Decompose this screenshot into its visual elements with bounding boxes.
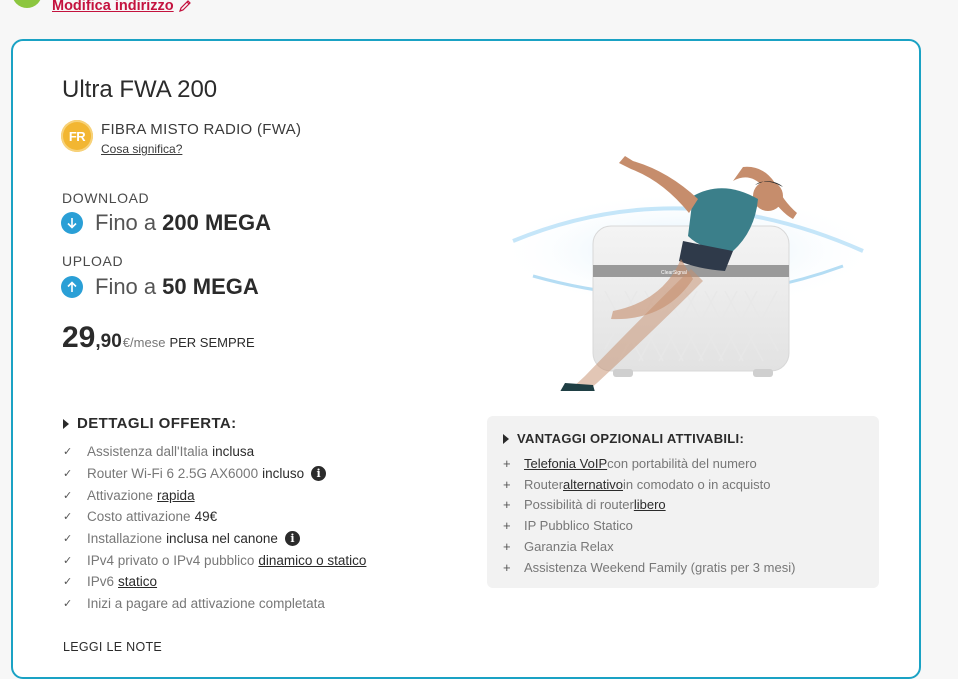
check-icon: ✓ bbox=[63, 554, 73, 567]
pencil-icon bbox=[178, 0, 192, 13]
svg-text:ClearSignal: ClearSignal bbox=[661, 270, 687, 276]
list-item: ✓ IPv4 privato o IPv4 pubblico dinamico o statico bbox=[63, 552, 367, 568]
list-item: ✓ Router Wi-Fi 6 2.5G AX6000 incluso i bbox=[63, 463, 366, 485]
optional-list bbox=[503, 453, 795, 578]
offer-title: Ultra FWA 200 bbox=[62, 76, 218, 103]
price-unit: €/mese bbox=[122, 335, 166, 350]
check-icon: ✓ bbox=[63, 598, 73, 611]
router-alt-link[interactable]: alternativo bbox=[563, 476, 624, 492]
check-icon: ✓ bbox=[63, 489, 73, 502]
rapida-link[interactable]: rapida bbox=[157, 487, 195, 503]
price bbox=[62, 321, 255, 355]
details-title: DETTAGLI OFFERTA: bbox=[63, 415, 237, 432]
upload-speed bbox=[61, 274, 259, 300]
list-item: + IP Pubblico Statico bbox=[503, 518, 633, 534]
triangle-icon bbox=[503, 434, 509, 444]
arrow-up-icon bbox=[61, 276, 83, 298]
plus-icon: + bbox=[503, 476, 511, 492]
download-label: DOWNLOAD bbox=[62, 190, 150, 206]
check-icon: ✓ bbox=[63, 446, 73, 459]
optional-advantages-box bbox=[487, 416, 879, 588]
list-item: + Garanzia Relax bbox=[503, 539, 614, 555]
list-item: ✓ Inizi a pagare ad attivazione completata bbox=[63, 596, 325, 612]
tech-info-link[interactable]: Cosa significa? bbox=[101, 142, 183, 156]
modify-address-label: Modifica indirizzo bbox=[52, 0, 174, 14]
ipv6-link[interactable]: statico bbox=[118, 574, 158, 590]
voip-link[interactable]: Telefonia VoIP bbox=[524, 455, 608, 471]
list-item: ✓ Costo attivazione 49€ bbox=[63, 509, 218, 525]
runner-router-illustration bbox=[493, 101, 873, 391]
check-icon: ✓ bbox=[63, 533, 73, 546]
plus-icon: + bbox=[503, 539, 511, 555]
price-integer: 29 bbox=[62, 321, 96, 354]
list-item: ✓ IPv6 statico bbox=[63, 574, 158, 590]
plus-icon: + bbox=[503, 455, 511, 471]
upload-label: UPLOAD bbox=[62, 253, 124, 269]
upload-value: 50 MEGA bbox=[162, 274, 259, 299]
list-item: + Assistenza Weekend Family (gratis per 3 mesi) bbox=[503, 559, 796, 575]
optional-title: VANTAGGI OPZIONALI ATTIVABILI: bbox=[503, 431, 744, 446]
ip-type-link[interactable]: dinamico o statico bbox=[258, 552, 367, 568]
triangle-icon bbox=[63, 419, 69, 429]
info-icon[interactable]: i bbox=[311, 466, 326, 481]
check-icon: ✓ bbox=[63, 576, 73, 589]
status-circle bbox=[12, 0, 42, 8]
list-item: + Router alternativo in comodato o in acquisto bbox=[503, 476, 771, 492]
technology-name: FIBRA MISTO RADIO (FWA) bbox=[101, 121, 302, 138]
offer-card bbox=[11, 39, 921, 679]
list-item: ✓ Attivazione rapida bbox=[63, 487, 195, 503]
check-icon: ✓ bbox=[63, 468, 73, 481]
router-free-link[interactable]: libero bbox=[633, 497, 666, 513]
list-item: + Telefonia VoIP con portabilità del numero bbox=[503, 455, 757, 471]
plus-icon: + bbox=[503, 559, 511, 575]
upload-prefix: Fino a bbox=[95, 274, 157, 299]
plus-icon: + bbox=[503, 497, 511, 513]
check-icon: ✓ bbox=[63, 511, 73, 524]
plus-icon: + bbox=[503, 518, 511, 534]
download-prefix: Fino a bbox=[95, 210, 157, 235]
arrow-down-icon bbox=[61, 212, 83, 234]
read-notes-link[interactable]: LEGGI LE NOTE bbox=[63, 640, 163, 654]
list-item: + Possibilità di router libero bbox=[503, 497, 666, 513]
download-speed bbox=[61, 210, 271, 236]
list-item: ✓ Installazione inclusa nel canone i bbox=[63, 528, 366, 550]
info-icon[interactable]: i bbox=[285, 531, 300, 546]
download-value: 200 MEGA bbox=[162, 210, 271, 235]
price-period: PER SEMPRE bbox=[169, 335, 255, 350]
price-decimal: ,90 bbox=[95, 331, 122, 352]
fr-badge-icon: FR bbox=[61, 120, 93, 152]
list-item: ✓ Assistenza dall'Italia inclusa bbox=[63, 444, 255, 460]
modify-address-link[interactable] bbox=[52, 0, 192, 14]
details-list bbox=[63, 441, 366, 615]
